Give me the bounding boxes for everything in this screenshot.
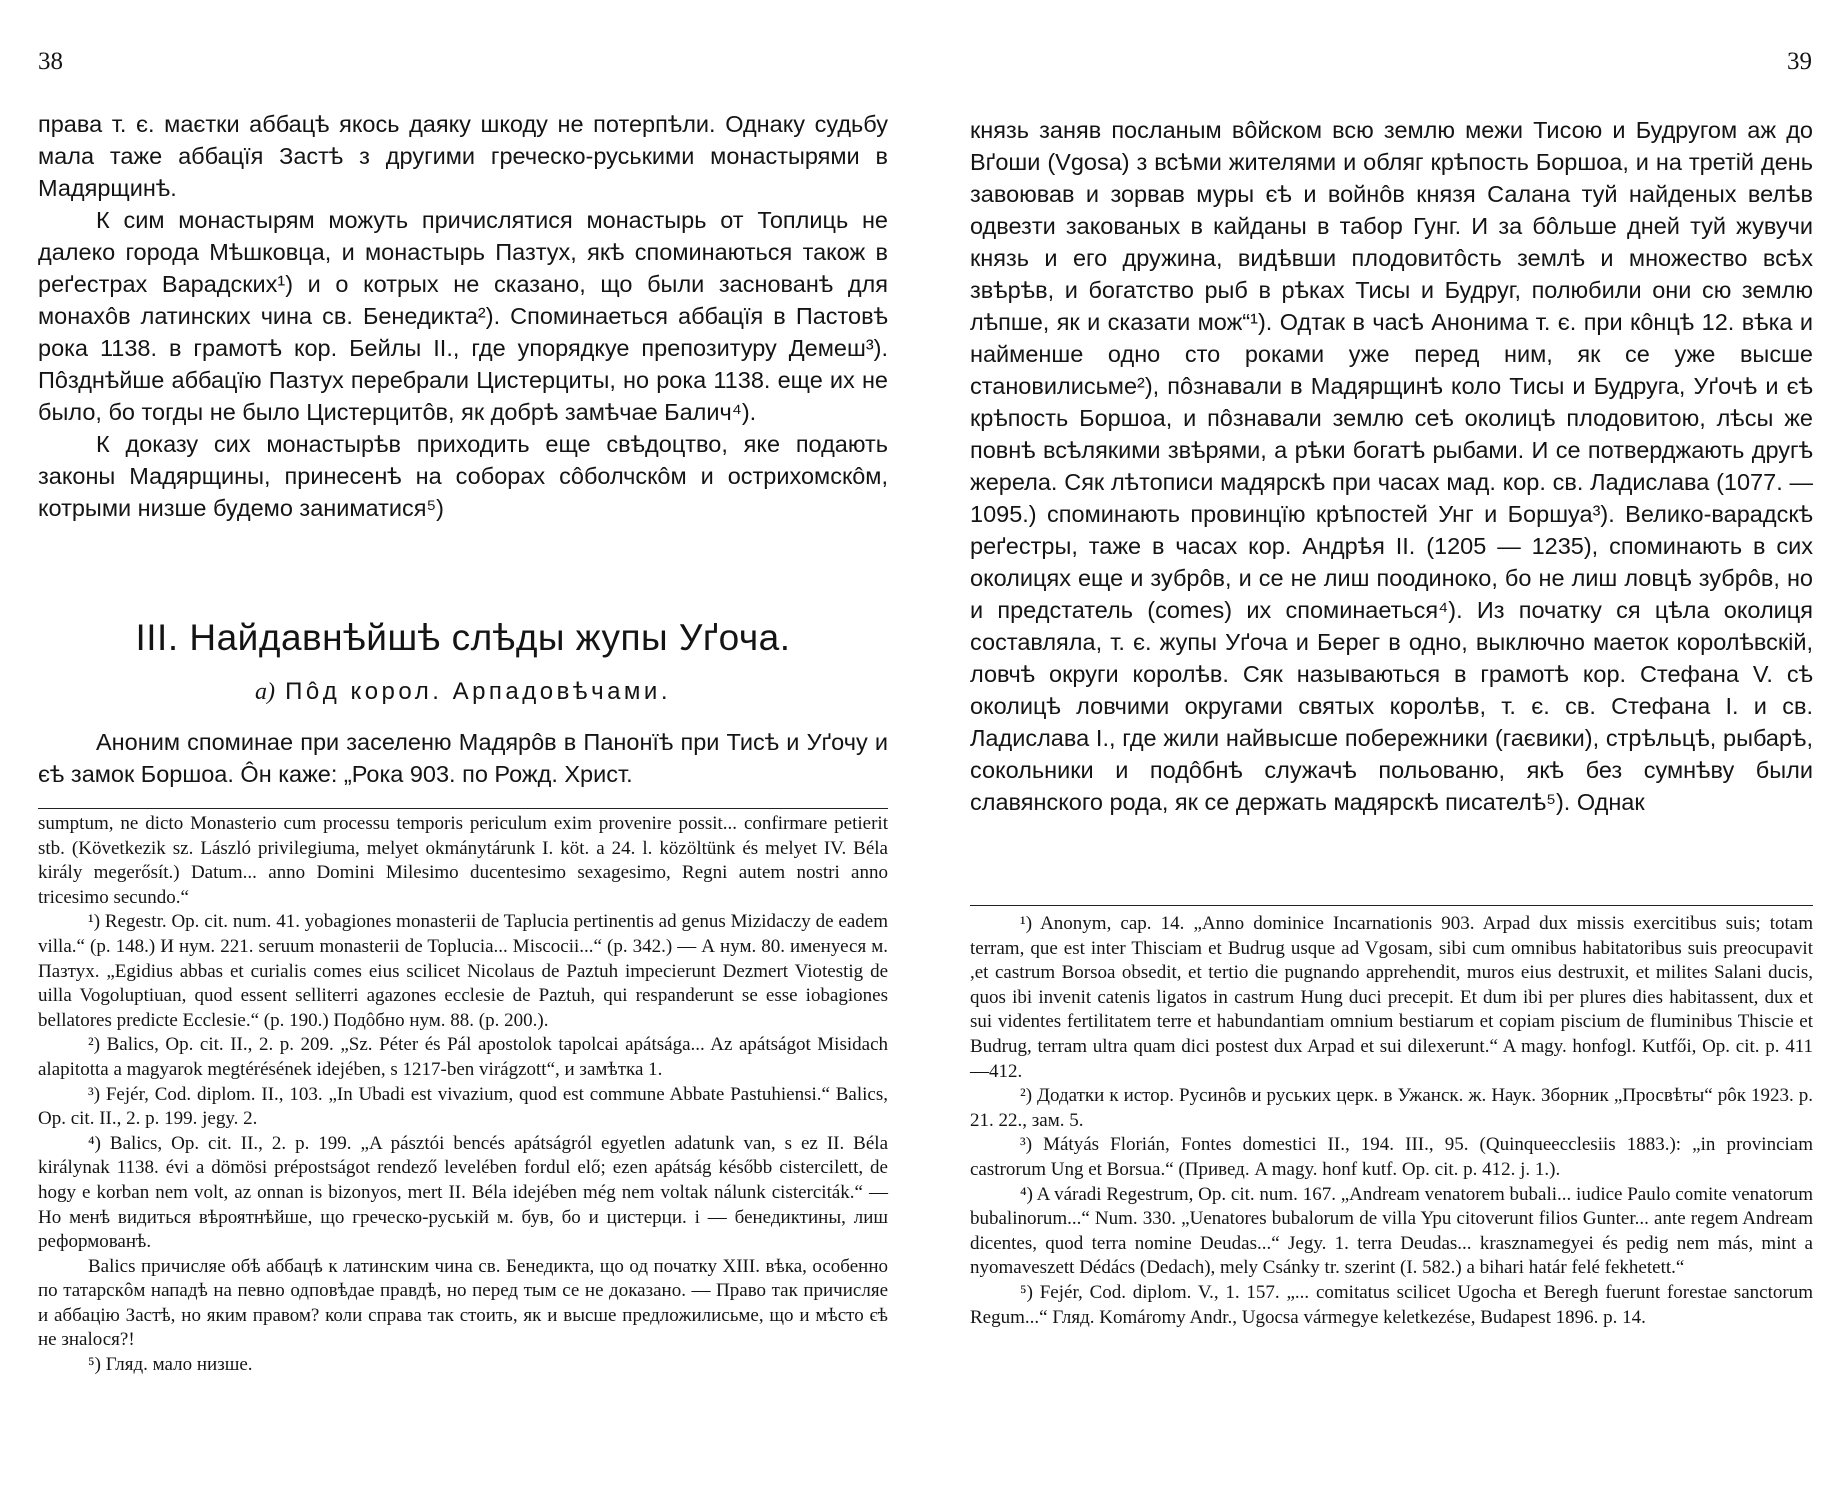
left-paragraph-4: Аноним споминае при заселеню Мадярôв в Панонїѣ при Тисѣ и Уґочу и єѣ замок Боршоа. Ôн каже: „Рока 903. по Рожд. Христ.: [38, 729, 888, 787]
footnote-4: ⁴) Balics, Op. cit. II., 2. p. 199. „A pásztói bencés apátságról egyetlen adatunk van, s ez II. Béla királynak 1138. évi a dömösi prépostságot rendező levelében fordul elő; ezen apátság később cistercilett, de hogy e korban nem volt, az onnan is bizonyos, mert II. Béla idejében még nem voltak nálunk cisterciták.“ — Но менѣ видиться вѣроятнѣйше, що греческо-руськiй м. був, бо и цистерци. і — бенедиктины, лиш реформованѣ.: [38, 1132, 888, 1253]
left-paragraph-3: К доказу сих монастырѣв приходить еще свѣдоцтво, яке подають законы Мадярщины, принесенѣ на соборах сôболчскôм и острихомскôм, котрыми низше будемо заниматися⁵): [38, 431, 888, 521]
footnote-2: ²) Balics, Op. cit. II., 2. p. 209. „Sz. Péter és Pál apostolok tapolcai apátsága... Az apátságot Misidach alapitotta a magyarok megtérésének idejében, s 1217-ben virágzott“, и замѣтка 1.: [38, 1034, 888, 1080]
right-page: [922, 0, 1844, 1500]
footnote-1: ¹) Regestr. Op. cit. num. 41. yobagiones monasterii de Taplucia pertinentis ad genus Mizidaczy de eadem villa.“ (p. 148.) И нум. 221. seruum monasterii de Toplucia... Miscocii...“ (p. 342.) — А нум. 80. именуеся м. Пазтух. „Egidius abbas et curialis comes eius scilicet Nicolaus de Paztuh impecierunt Dezmert Viotestig de uilla Vogoluptiuan, quod essent selliterri agazones ecclesie de Paztuh, qui respanderunt se esse iobagiones bellatores predicte Ecclesie.“ (p. 190.) Подôбно нум. 88. (p. 200.).: [38, 911, 888, 1031]
right-paragraph-1: князь заняв посланым вôйском всю землю межи Тисою и Будругом аж до Вґоши (Vgosa) з всѣми жителями и обляг крѣпость Боршоа, и на третiй день завоював и зорвав муры єѣ и войнôв князя Салана туй найденых велѣв одвезти закованых в кайданы в табор Гунг. И за бôльше дней туй жувучи князь и его дружина, видѣвши плодовитôсть землѣ и множество всѣх звѣрѣв, и богатство рыб в рѣках Тисы и Будруг, полюбили они сю землю лѣпше, як и сказати мож“¹). Одтак в часѣ Анонима т. є. при кôнцѣ 12. вѣка и найменше одно сто роками уже перед ним, як се уже высше становилисьме²), пôзнавали в Мадярщинѣ коло Тисы и Будруга, Уґочѣ и єѣ крѣпость Боршоа, и пôзнавали землю сеѣ околицѣ плодовитою, лѣсы же повнѣ всѣлякими звѣрями, а рѣки богатѣ рыбами. И се потверджають другѣ жерела. Сяк лѣтописи мадярскѣ при часах мад. кор. св. Ладислава (1077. — 1095.) споминають провинцїю крѣпостей Унг и Боршуа³). Велико-варадскѣ реґестры, таже в часах кор. Андрѣя II. (1205 — 1235), споминають в сих околицях еще и зубрôв, и се не лиш поодиноко, бо не лиш ловцѣ зубрôв, но и предстатель (comes) их споминаеться⁴). Из початку ся цѣла околиця составляла, т. є. жупы Уґоча и Берег в одно, выключно маеток королѣвскiй, ловчѣ округи королѣв. Сяк называються в грамотѣ кор. Стефана V. сѣ околицѣ ловчими округами святых королѣв, т. є. св. Стефана I. и св. Ладислава I., где жили найвысше побережники (гаєвики), стрѣльцѣ, рыбарѣ, сокольники и подôбнѣ служачѣ польованю, якѣ без сумнѣву были славянского рода, як се держать мадярскѣ писателѣ⁵). Однак: [970, 117, 1813, 815]
footnote-divider-right: [970, 905, 1813, 906]
footnote-r2: ²) Додатки к истор. Русинôв и руських церк. в Ужанск. ж. Наук. Зборник „Просвѣты“ рôк 1923. p. 21. 22., зам. 5.: [970, 1085, 1813, 1131]
footnote-r4: ⁴) A váradi Regestrum, Op. cit. num. 167. „Andream venatorem bubali... iudice Paulo comite venatorum bubalinorum...“ Num. 330. „Uenatores bubalorum de villa Ypu citoverunt filios Gunter... ante regem Andream dicentes, quod terra nomine Deudas...“ Jegy. 1. terra Deudas... krasznamegyei és pedig nem más, mint a nyomaveszett Dédács (Dedach), mely Csánky tr. szerint (I. 582.) a bihari határ felé fekhetett.“: [970, 1183, 1813, 1279]
page-number-right: 39: [1787, 48, 1812, 75]
footnote-r1: ¹) Anonym, cap. 14. „Anno dominice Incarnationis 903. Arpad dux missis exercitibus suis; totam terram, que est inter Thisciam et Budrug usque ad Vgosam, sibi cum omnibus habitatoribus suis preocupavit ,et castrum Borsoa obsedit, et tertio die pugnando apprehendit, muros eius destruxit, et milites Salani ducis, quos ibi invenit catenis ligatos in castrum Hung duci precepit. Et dum ibi per plures dies habitassent, dux et sui videntes fertilitatem terre et habundantiam omnium bestiarum et copiam piscium de fluminibus Thiscie et Budrug, terram ultra quam dici postest dux Arpad et sui dilexerunt.“ A magy. honfogl. Kutfői, Op. cit. p. 411—412.: [970, 913, 1813, 1082]
footnote-r5: ⁵) Fejér, Cod. diplom. V., 1. 157. „... comitatus scilicet Ugocha et Beregh fuerunt forestae sanctorum Regum...“ Гляд. Komáromy Andr., Ugocsa vármegye keletkezése, Budapest 1896. p. 14.: [970, 1281, 1813, 1328]
left-intro-text: [38, 108, 888, 524]
left-paragraph-2: К сим монастырям можуть причислятися монастырь от Топлиць не далеко города Мѣшковца, и монастырь Пазтух, якѣ споминаються також в реґестрах Варадских¹) и о котрых не сказано, що были заснованѣ для монахôв латинских чина св. Бенедикта²). Споминаеться аббацїя в Пастовѣ рока 1138. в грамотѣ кор. Бейлы II., где упорядкуе препозитуру Демеш³). Пôзднѣйше аббацїю Пазтух перебрали Цистерциты, но рока 1138. еще их не было, бо тогды не было Цистерцитôв, як добрѣ замѣчае Балич⁴).: [38, 207, 888, 425]
subheading-text: Пôд корол. Арпадовѣчами.: [285, 678, 671, 705]
footnote-continuation: sumptum, ne dicto Monasterio cum processu temporis periculum exim provenire possit... confirmare petierit stb. (Következik sz. László privilegiuma, melyet okmánytárunk I. köt. a 24. l. közöltünk és melyet IV. Béla király megerősít.) Datum... anno Domini Milesimo ducentesimo sexagesimo, Regni autem nostri anno tricesimo secundo.“: [38, 813, 888, 908]
left-paragraph-1: права т. є. маєтки аббацѣ якось даяку шкоду не потерпѣли. Однаку судьбу мала таже аббацїя Застѣ з другими греческо-руськими монастырями в Мадярщинѣ.: [38, 111, 888, 201]
right-body-text: [970, 114, 1813, 818]
subheading-letter: а): [255, 679, 275, 705]
section-heading: III. Найдавнѣйшѣ слѣды жупы Уґоча.: [135, 617, 791, 658]
right-footnotes: [970, 912, 1813, 1330]
section-subheading: [38, 676, 888, 708]
left-section-text: [38, 726, 888, 790]
footnote-divider-left: [38, 808, 888, 809]
footnote-5: ⁵) Гляд. мало низше.: [88, 1354, 253, 1376]
footnote-r3: ³) Mátyás Florián, Fontes domestici II., 194. III., 95. (Quinqueecclesiis 1883.): „in provinciam castrorum Ung et Borsua.“ (Привед. A magy. honf kutf. Op. cit. p. 412. j. 1.).: [970, 1134, 1813, 1180]
footnote-4-continued: Balics причисляе обѣ аббацѣ к латинским чина св. Бенедикта, що од початку XIII. вѣка, особенно по татарскôм нападѣ на певно одповѣдае правдѣ, но перед тым се не доказано. — Право так причисляе и аббацiю Застѣ, но яким правом? коли справа так стоить, як и высше предложилисьме, що и мѣсто єѣ не знаlося?!: [38, 1255, 888, 1351]
footnote-3: ³) Fejér, Cod. diplom. II., 103. „In Ubadi est vivazium, quod est commune Abbate Pastuhiensi.“ Balics, Op. cit. II., 2. p. 199. jegy. 2.: [38, 1083, 888, 1130]
page-number-left: 38: [38, 48, 63, 75]
left-footnotes: [38, 812, 888, 1378]
